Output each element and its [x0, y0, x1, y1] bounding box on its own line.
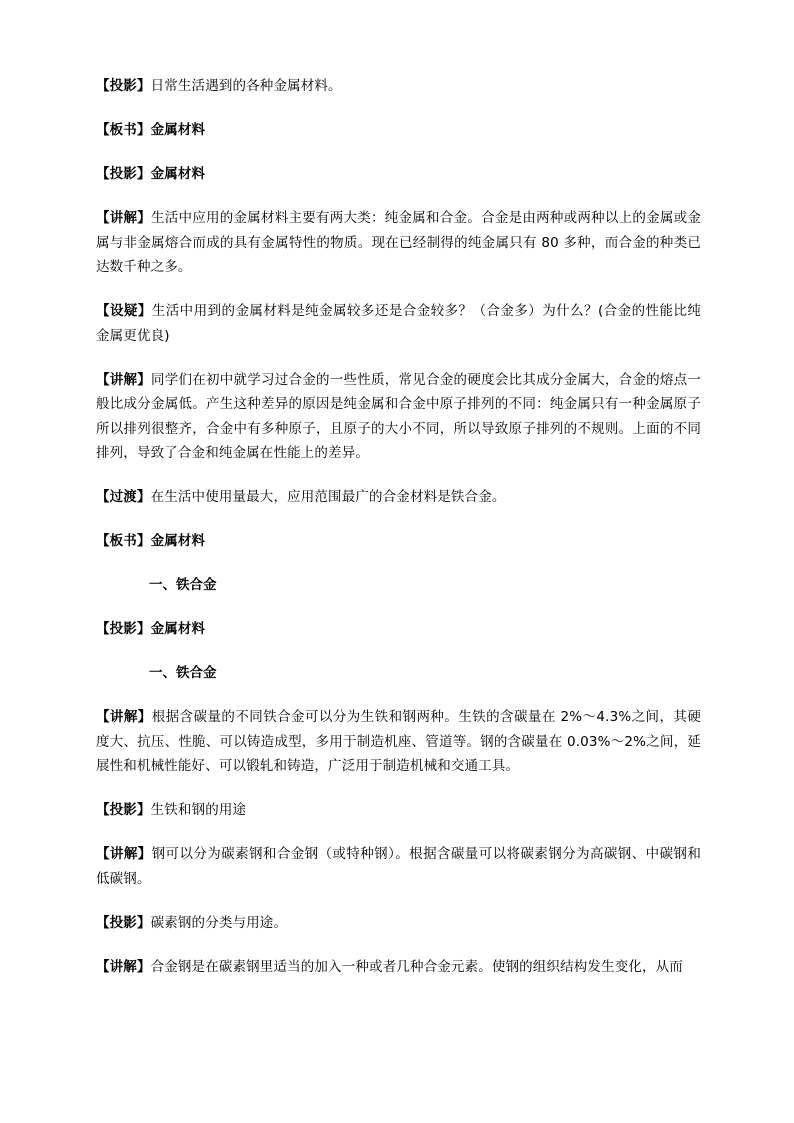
- paragraph: [96, 529, 701, 554]
- paragraph: [96, 955, 701, 980]
- paragraph: [96, 162, 701, 187]
- paragraph-text: 金属材料: [150, 166, 206, 182]
- paragraph-text: 根据含碳量的不同铁合金可以分为生铁和钢两种。生铁的含碳量在 2%～4.3%之间，其硬度大、抗压、性脆、可以铸造成型，多用于制造机座、管道等。钢的含碳量在 0.03%～2%之间，延展性和机械性能好、可以锻轧和铸造，广泛用于制造机械和交通工具。: [96, 709, 701, 774]
- sub-heading: 一、铁合金: [149, 665, 217, 681]
- paragraph: [96, 798, 701, 823]
- paragraph: [96, 485, 701, 510]
- paragraph: [96, 705, 701, 779]
- paragraph-text: 生活中应用的金属材料主要有两大类：纯金属和合金。合金是由两种或两种以上的金属或金属与非金属熔合而成的具有金属特性的物质。现在已经制得的纯金属只有 80 多种，而合金的种类已达数千种之多。: [96, 210, 701, 275]
- document-page: [96, 74, 701, 999]
- section-tag: 【讲解】: [96, 958, 151, 975]
- paragraph: [96, 118, 701, 143]
- paragraph-text: 钢可以分为碳素钢和合金钢（或特种钢）。根据含碳量可以将碳素钢分为高碳钢、中碳钢和低碳钢。: [96, 846, 701, 887]
- paragraph: [96, 206, 701, 280]
- section-tag: 【投影】: [96, 166, 151, 182]
- paragraph-text: 金属材料: [150, 122, 206, 138]
- paragraph-text: 在生活中使用量最大，应用范围最广的合金材料是铁合金。: [150, 489, 506, 505]
- section-tag: 【讲解】: [96, 846, 152, 862]
- paragraph: [96, 299, 701, 348]
- paragraph-text: 日常生活遇到的各种金属材料。: [150, 78, 342, 94]
- paragraph-text: 金属材料: [150, 533, 206, 549]
- paragraph-text: 同学们在初中就学习过合金的一些性质，常见合金的硬度会比其成分金属大，合金的熔点一般比成分金属低。产生这种差异的原因是纯金属和合金中原子排列的不同：纯金属只有一种金属原子所以排列很整齐，合金中有多种原子，且原子的大小不同，所以导致原子排列的不规则。上面的不同排列，导致了合金和纯金属在性能上的差异。: [96, 371, 701, 461]
- section-tag: 【讲解】: [96, 210, 152, 226]
- section-tag: 【讲解】: [96, 371, 152, 388]
- paragraph: [96, 842, 701, 891]
- section-tag: 【投影】: [96, 621, 151, 637]
- paragraph: [96, 911, 701, 936]
- paragraph-text: 生活中用到的金属材料是纯金属较多还是合金较多？（合金多）为什么？(合金的性能比纯金属更优良): [96, 303, 701, 344]
- section-tag: 【板书】: [96, 122, 151, 138]
- section-tag: 【设疑】: [96, 303, 152, 319]
- paragraph: [96, 74, 701, 99]
- sub-heading: 一、铁合金: [149, 577, 217, 593]
- paragraph-text: 碳素钢的分类与用途。: [150, 914, 288, 931]
- paragraph: [96, 617, 701, 642]
- paragraph: [96, 368, 701, 466]
- paragraph-text: 合金钢是在碳素钢里适当的加入一种或者几种合金元素。使钢的组织结构发生变化，从而: [150, 958, 683, 975]
- section-tag: 【投影】: [96, 78, 151, 94]
- section-tag: 【板书】: [96, 533, 151, 549]
- section-tag: 【投影】: [96, 802, 151, 818]
- section-tag: 【过渡】: [96, 489, 151, 505]
- section-tag: 【讲解】: [96, 709, 152, 725]
- section-tag: 【投影】: [96, 914, 151, 931]
- paragraph-text: 金属材料: [150, 621, 206, 637]
- paragraph-text: 生铁和钢的用途: [150, 802, 247, 818]
